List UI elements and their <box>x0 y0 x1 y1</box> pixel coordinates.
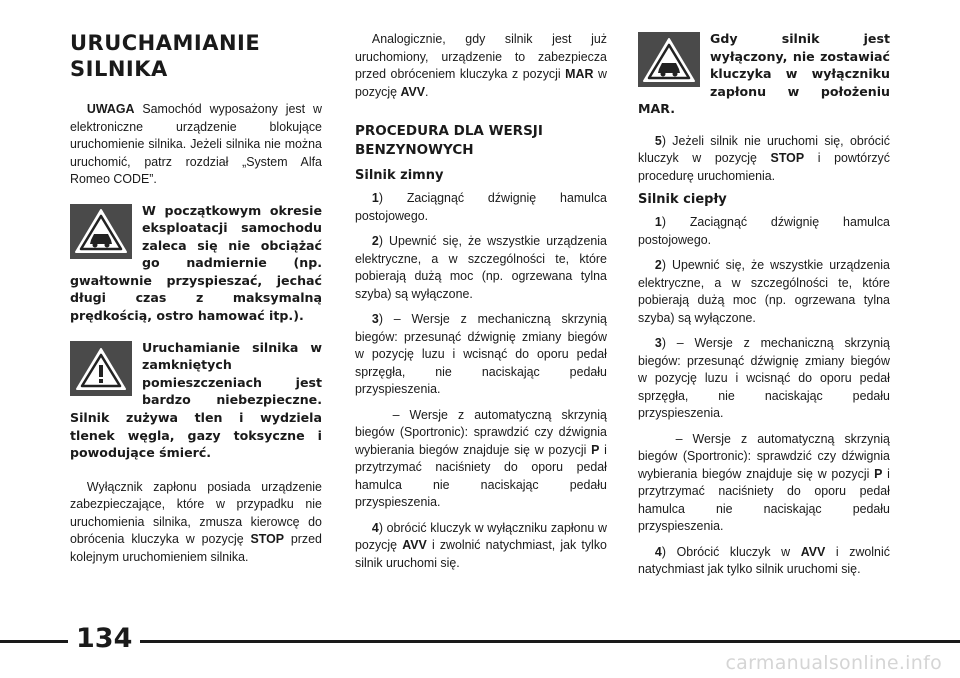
step-5: 5) Jeżeli silnik nie uruchomi się, obrócić kluczyk w pozycję STOP i powtórzyć procedurę uruchomienia. <box>638 132 890 183</box>
car-warning-icon <box>638 32 700 87</box>
page-number: 134 <box>68 622 140 656</box>
exclamation-warning-icon <box>70 341 132 396</box>
warm-step-2: 2) Upewnić się, że wszystkie urządzenia elektryczne, a w szczególności te, które pobierają dużą moc (np. ogrzewana tylna szyba) są wyłączone. <box>638 257 890 325</box>
warm-step-3: 3) – Wersje z mechaniczną skrzynią biegów: przesunąć dźwignię zmiany biegów w pozycję luzu i wcisnąć do oporu pedał sprzęgła, nie naciskając pedału przyspieszenia. <box>638 335 890 421</box>
column-2 <box>355 30 607 579</box>
warm-step-1: 1) Zaciągnąć dźwignię hamulca postojowego. <box>638 214 890 247</box>
footer-rule <box>0 640 960 643</box>
warning-box-3 <box>638 30 890 118</box>
watermark: carmanualsonline.info <box>725 652 942 674</box>
warning-text-3: Gdy silnik jest wyłączony, nie zostawiać kluczyka w wyłączniku zapłonu w położeniu MAR. <box>638 31 890 117</box>
warm-step-3-automatic: – Wersje z automatyczną skrzynią biegów (Sportronic): sprawdzić czy dźwignia wybierania biegów znajduje się w pozycji P i przytrzymać naciśniety do oporu pedał hamulca nie naciskając pedału przyspieszenia. <box>638 430 890 534</box>
subtitle-warm-engine: Silnik ciepły <box>638 192 727 208</box>
ignition-paragraph: Wyłącznik zapłonu posiada urządzenie zabezpieczające, które w przypadku nie uruchomienia silnika, zmusza kierowcę do obrócenia kluczyka w pozycję STOP przed kolejnym uruchomieniem silnika. <box>70 478 322 564</box>
step-3-automatic: – Wersje z automatyczną skrzynią biegów (Sportronic): sprawdzić czy dźwignia wybierania biegów znajduje się w pozycji P i przytrzymać naciśniety do oporu pedał hamulca nie naciskając pedału przyspieszenia. <box>355 406 607 509</box>
step-3: 3) – Wersje z mechaniczną skrzynią biegów: przesunąć dźwignię zmiany biegów w pozycję luzu i wcisnąć do oporu pedał sprzęgła, nie naciskając pedału przyspieszenia. <box>355 311 607 396</box>
car-warning-icon <box>70 204 132 259</box>
section-title: PROCEDURA DLA WERSJI BENZYNOWYCH <box>355 123 543 158</box>
warning-box-1 <box>70 202 322 325</box>
step-2: 2) Upewnić się, że wszystkie urządzenia elektryczne, a w szczególności te, które pobierają dużą moc (np. ogrzewana tylna szyba) są wyłączone. <box>355 233 607 301</box>
subtitle-cold-engine: Silnik zimny <box>355 168 444 183</box>
column-1 <box>70 30 322 573</box>
step-4: 4) obrócić kluczyk w wyłączniku zapłonu w pozycję AVV i zwolnić natychmiast, jak tylko silnik uruchomi się. <box>355 519 607 570</box>
note-label: UWAGA <box>86 101 135 116</box>
intro-paragraph: Analogicznie, gdy silnik jest już uruchomiony, urządzenie to zabezpiecza przed obróceniem kluczyka z pozycji MAR w pozycję AVV. <box>355 31 607 99</box>
warning-box-2 <box>70 339 322 462</box>
step-1: 1) Zaciągnąć dźwignię hamulca postojowego. <box>355 190 607 223</box>
column-3 <box>638 30 890 586</box>
page-title: URUCHAMIANIE SILNIKA <box>70 31 261 81</box>
warm-step-4: 4) Obrócić kluczyk w AVV i zwolnić natychmiast jak tylko silnik uruchomi się. <box>638 543 890 577</box>
warning-text-2: Uruchamianie silnika w zamkniętych pomieszczeniach jest bardzo niebezpieczne. Silnik zużywa tlen i wydziela tlenek węgla, gazy toksyczne i powodujące śmierć. <box>70 339 322 461</box>
warning-text-1: W początkowym okresie eksploatacji samochodu zaleca się nie obciążać go nadmiernie (np. gwałtownie przyspieszać, jechać długi czas z maksymalną prędkością, ostro hamować itp.). <box>70 202 322 324</box>
note-paragraph: UWAGA Samochód wyposażony jest w elektroniczne urządzenie blokujące uruchomienie silnika. Jeżeli silnika nie można uruchomić, patrz rozdział „System Alfa Romeo CODE”. <box>70 101 322 186</box>
